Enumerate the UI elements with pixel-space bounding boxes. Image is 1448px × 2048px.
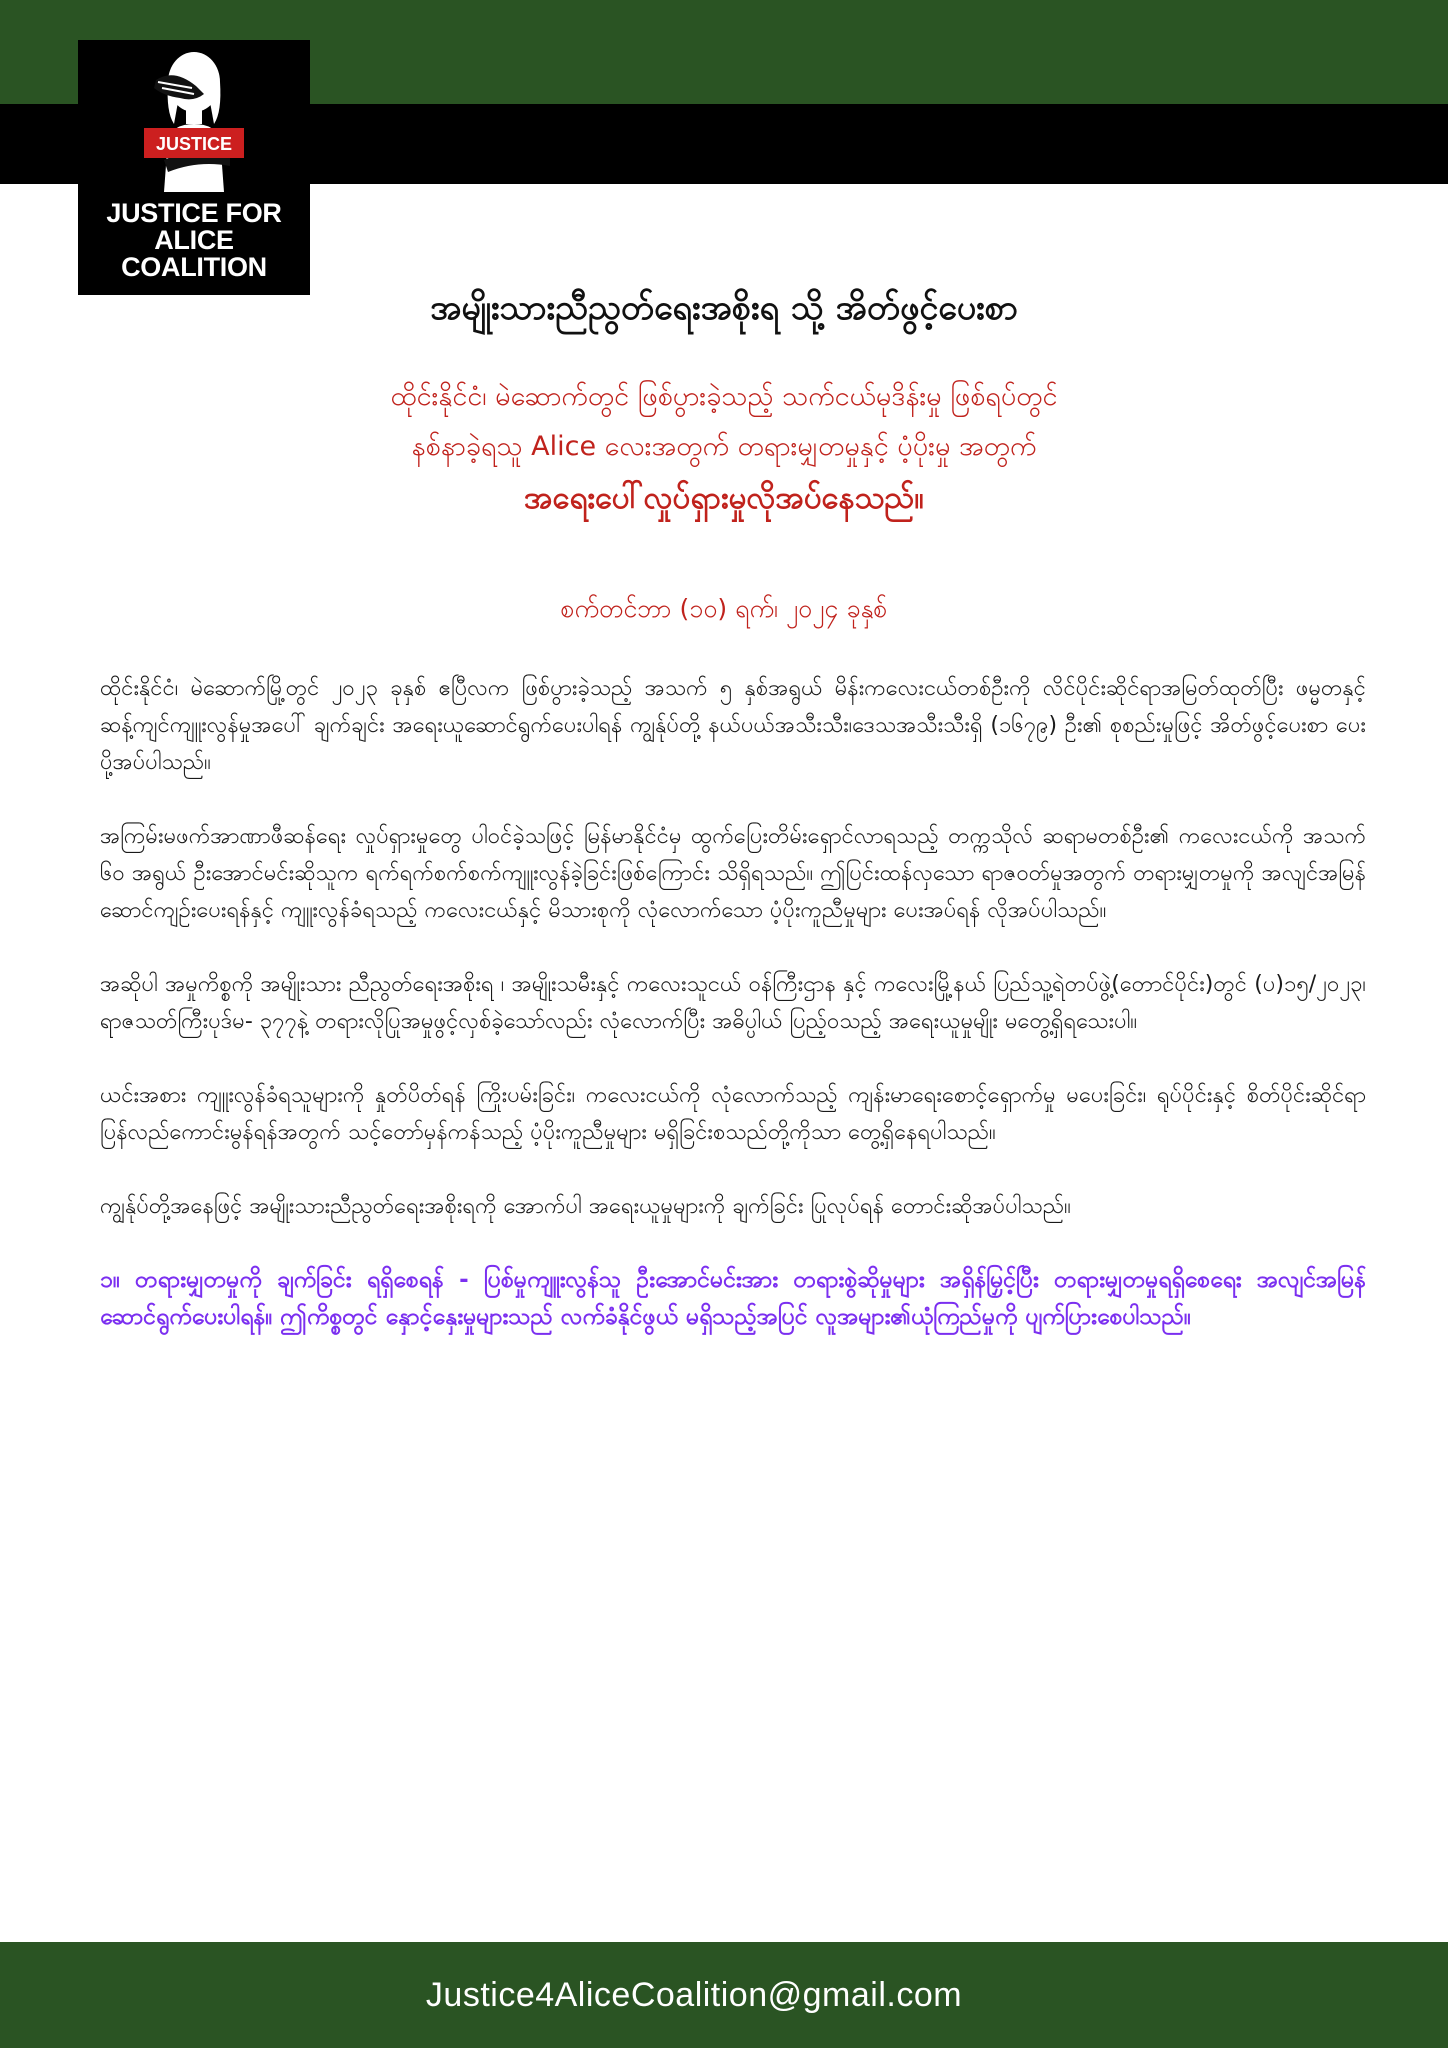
logo-line-1: JUSTICE FOR (106, 198, 282, 228)
paragraph-3: အဆိုပါ အမှုကိစ္စကို အမျိုးသား ညီညွတ်ရေးအစိုးရ ၊ အမျိုးသမီးနှင့် ကလေးသူငယ် ဝန်ကြီးဌာန နှင့် ကလေးမြို့နယ် ပြည်သူ့ရဲတပ်ဖွဲ့(တောင်ပိုင်း)တွင် (ပ)၁၅/၂၀၂၃၊ ရာဇသတ်ကြီးပုဒ်မ- ၃၇၇နဲ့ တရားလိုပြုအမှုဖွင့်လှစ်ခဲ့သော်လည်း လုံလောက်ပြီး အဓိပ္ပါယ် ပြည့်ဝသည့် အရေးယူမှုမျိုး မတွေ့ရှိရသေးပါ။ (100, 972, 1366, 1034)
footer-band (0, 1942, 1448, 2048)
subtitle-line-2: နစ်နာခဲ့ရသူ Alice လေးအတွက် တရားမျှတမှုနှင့် ပံ့ပိုးမှု အတွက် (411, 431, 1037, 462)
letter-title: အမျိုးသားညီညွတ်ရေးအစိုးရ သို့ အိတ်ဖွင့်ပေးစာ (430, 288, 1018, 328)
paragraph-2: အကြမ်းမဖက်အာဏာဖီဆန်ရေး လှုပ်ရှားမှုတွေ ပါဝင်ခဲ့သဖြင့် မြန်မာနိုင်ငံမှ ထွက်ပြေးတိမ်းရှောင်လာရသည့် တက္ကသိုလ် ဆရာမတစ်ဦး၏ ကလေးငယ်ကို အသက် ၆၀ အရွယ် ဦးအောင်မင်းဆိုသူက ရက်ရက်စက်စက်ကျူးလွန်ခဲ့ခြင်းဖြစ်ကြောင်း သိရှိရသည်။ ဤပြင်းထန်လှသော ရာဇဝတ်မှုအတွက် တရားမျှတမှုကို အလျင်အမြန်ဆောင်ကျဉ်းပေးရန်နှင့် ကျူးလွန်ခံရသည့် ကလေးငယ်နှင့် မိသားစုကို လုံလောက်သော ပံ့ပိုးကူညီမှုများ ပေးအပ်ရန် လိုအပ်ပါသည်။ (100, 824, 1366, 923)
coalition-logo (78, 40, 310, 295)
subtitle-line-1: ထိုင်းနိုင်ငံ၊ မဲဆောက်တွင် ဖြစ်ပွားခဲ့သည့် သက်ငယ်မုဒိန်းမှု ဖြစ်ရပ်တွင် (390, 381, 1058, 412)
paragraph-4: ယင်းအစား ကျူးလွန်ခံရသူများကို နှုတ်ပိတ်ရန် ကြိုးပမ်းခြင်း၊ ကလေးငယ်ကို လုံလောက်သည့် ကျန်းမာရေးစောင့်ရှောက်မှု မပေးခြင်း၊ ရုပ်ပိုင်းနှင့် စိတ်ပိုင်းဆိုင်ရာ ပြန်လည်ကောင်းမွန်ရန်အတွက် သင့်တော်မှန်ကန်သည့် ပံ့ပိုးကူညီမှုများ မရှိခြင်းစသည်တို့ကိုသာ တွေ့ရှိနေရပါသည်။ (100, 1083, 1366, 1145)
logo-badge-text: JUSTICE (155, 134, 233, 154)
subtitle-block (100, 372, 1348, 524)
letter-date: စက်တင်ဘာ (၁၀) ရက်၊ ၂၀၂၄ ခုနှစ် (560, 594, 888, 623)
paragraph-5: ကျွန်ုပ်တို့အနေဖြင့် အမျိုးသားညီညွတ်ရေးအစိုးရကို အောက်ပါ အရေးယူမှုများကို ချက်ခြင်း ပြုလုပ်ရန် တောင်းဆိုအပ်ပါသည်။ (100, 1194, 1071, 1219)
action-item-1: ၁။ တရားမျှတမှုကို ချက်ခြင်း ရရှိစေရန် - ပြစ်မှုကျူးလွန်သူ ဦးအောင်မင်းအား တရားစွဲဆိုမှုများ အရှိန်မြှင့်ပြီး တရားမျှတမှုရရှိစေရေး အလျင်အမြန် ဆောင်ရွက်ပေးပါရန်။ ဤကိစ္စတွင် နှောင့်နှေးမှုများသည် လက်ခံနိုင်ဖွယ် မရှိသည့်အပြင် လူအများ၏ယုံကြည်မှုကို ပျက်ပြားစေပါသည်။ (100, 1267, 1366, 1330)
silenced-girl-icon (134, 42, 254, 192)
logo-line-3: COALITION (121, 252, 267, 282)
letter-body (100, 670, 1366, 1373)
paragraph-1: ထိုင်းနိုင်ငံ၊ မဲဆောက်မြို့တွင် ၂၀၂၃ ခုနှစ် ဧပြီလက ဖြစ်ပွားခဲ့သည့် အသက် ၅ နှစ်အရွယ် မိန်းကလေးငယ်တစ်ဦးကို လိင်ပိုင်းဆိုင်ရာအမြတ်ထုတ်ပြီး ဖမ္မတနှင့် ဆန့်ကျင်ကျူးလွန်မှုအပေါ် ချက်ချင်း အရေးယူဆောင်ရွက်ပေးပါရန် ကျွန်ုပ်တို့ နယ်ပယ်အသီးသီး၊ဒေသအသီးသီးရှိ (၁၆၇၉) ဦး၏ စုစည်းမှုဖြင့် အိတ်ဖွင့်ပေးစာ ပေးပို့အပ်ပါသည်။ (100, 676, 1366, 775)
subtitle-urgent-line: အရေးပေါ်လှုပ်ရှားမှုလိုအပ်နေသည်။ (524, 480, 924, 516)
logo-line-2: ALICE (154, 225, 234, 255)
footer-email-link[interactable]: Justice4AliceCoalition@gmail.com (425, 1975, 963, 2014)
